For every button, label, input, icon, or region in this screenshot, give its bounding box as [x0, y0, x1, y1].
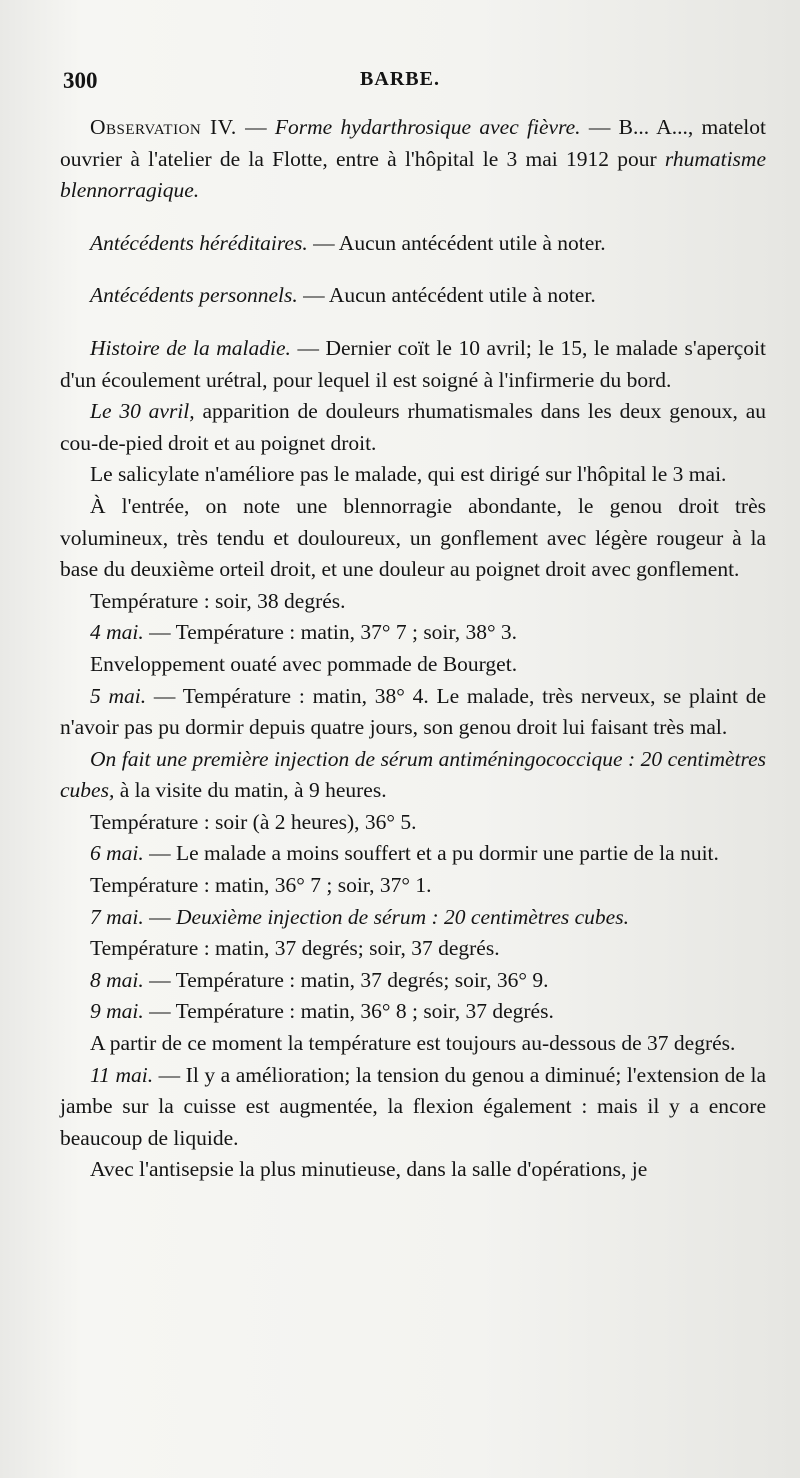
paragraph-april-30 [60, 396, 766, 459]
observation-dash: — [236, 115, 275, 139]
may-8-label: 8 mai. [90, 967, 144, 992]
paragraph-hereditary [60, 228, 766, 260]
april-30-text: apparition de douleurs rhumatismales dans les deux genoux, au cou-de-pied droit et au poignet droit. [60, 399, 767, 455]
paragraph-may-11 [60, 1060, 766, 1155]
paragraph-temperature-afternoon: Température : soir (à 2 heures), 36° 5. [90, 809, 417, 834]
may-11-label: 11 mai. [90, 1062, 154, 1087]
observation-title: Forme hydarthrosique avec fièvre. [274, 115, 581, 139]
may-7-dash: — [143, 904, 176, 929]
history-label: Histoire de la maladie. [90, 335, 291, 360]
may-6-label: 6 mai. [90, 841, 144, 866]
may-9-label: 9 mai. [90, 999, 144, 1024]
paragraph-antisepsis: Avec l'antisepsie la plus minutieuse, dans la salle d'opérations, je [90, 1157, 648, 1182]
paragraph-observation-title [60, 112, 766, 207]
may-8-text: — Température : matin, 37 degrés; soir, 36° 9. [143, 967, 549, 992]
may-5-label: 5 mai. [90, 683, 147, 708]
paragraph-may-5 [60, 681, 766, 744]
may-6-text: — Le malade a moins souffert et a pu dormir une partie de la nuit. [143, 841, 719, 866]
hereditary-text: — Aucun antécédent utile à noter. [307, 230, 606, 255]
paragraph-may-7 [60, 902, 766, 934]
paragraph-dressing: Enveloppement ouaté avec pommade de Bourget. [90, 651, 518, 676]
personal-label: Antécédents personnels. [90, 283, 298, 308]
hereditary-label: Antécédents héréditaires. [90, 230, 308, 255]
paragraph-may-8 [60, 965, 766, 997]
paragraph-may-6 [60, 838, 766, 870]
may-7-italic: Deuxième injection de sérum : 20 centimètres cubes. [176, 904, 629, 929]
paragraph-temperature-admission: Température : soir, 38 degrés. [90, 588, 346, 613]
first-injection-text: à la visite du matin, à 9 heures. [114, 778, 387, 803]
paragraph-salicylate: Le salicylate n'améliore pas le malade, qui est dirigé sur l'hôpital le 3 mai. [90, 462, 727, 487]
april-30-label: Le 30 avril, [90, 399, 195, 424]
paragraph-admission: À l'entrée, on note une blennorragie abondante, le genou droit très volumineux, très tendu et douloureux, un gonflement avec légère rougeur à la base du deuxième orteil droit, et une douleur au poignet droit avec gonflement. [60, 493, 766, 582]
may-11-text: — Il y a amélioration; la tension du genou a diminué; l'extension de la jambe sur la cuisse est augmentée, la flexion également : mais il y a encore beaucoup de liquide. [60, 1062, 766, 1150]
page-header [0, 68, 800, 108]
page-body [60, 112, 766, 1186]
paragraph-first-injection [60, 744, 766, 807]
paragraph-may-9 [60, 996, 766, 1028]
running-title: BARBE. [360, 68, 440, 90]
paragraph-temperature-may-7: Température : matin, 37 degrés; soir, 37 degrés. [90, 936, 500, 961]
may-7-label: 7 mai. [90, 904, 144, 929]
history-text: — Dernier coït le 10 avril; le 15, le malade s'aperçoit d'un écoulement urétral, pour lequel il est soigné à l'infirmerie du bord. [60, 335, 766, 392]
paragraph-history [60, 333, 766, 396]
paragraph-below-37: A partir de ce moment la température est toujours au-dessous de 37 degrés. [90, 1031, 736, 1056]
may-4-label: 4 mai. [90, 620, 144, 645]
may-4-text: — Température : matin, 37° 7 ; soir, 38° 3. [143, 620, 518, 645]
may-9-text: — Température : matin, 36° 8 ; soir, 37 degrés. [143, 999, 554, 1024]
personal-text: — Aucun antécédent utile à noter. [297, 283, 596, 308]
observation-diagnosis: rhumatisme blennorragique. [60, 146, 766, 203]
paragraph-may-4 [60, 617, 766, 649]
page-number: 300 [63, 68, 98, 93]
paragraph-temperature-may-6: Température : matin, 36° 7 ; soir, 37° 1. [90, 873, 432, 898]
observation-label: Observation IV. [90, 115, 237, 139]
paragraph-personal [60, 280, 766, 312]
may-5-text: — Température : matin, 38° 4. Le malade, très nerveux, se plaint de n'avoir pas pu dormir depuis quatre jours, son genou droit lui faisant très mal. [60, 683, 766, 740]
observation-intro: — B... A..., matelot ouvrier à l'atelier de la Flotte, entre à l'hôpital le 3 mai 1912 pour [60, 115, 766, 171]
first-injection-italic: On fait une première injection de sérum antiméningococcique : 20 centimètres cubes, [60, 746, 766, 803]
